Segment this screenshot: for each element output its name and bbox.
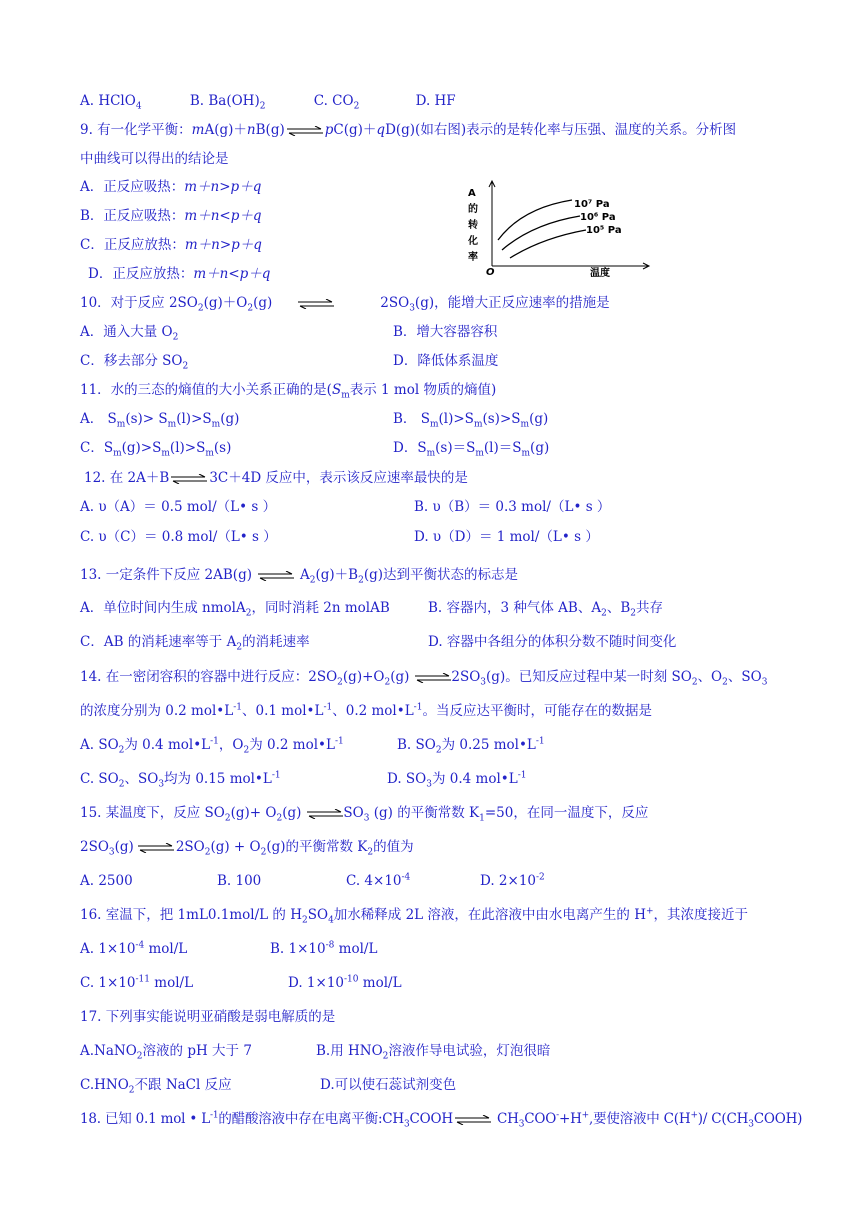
- q15-option-b: B. 100: [217, 873, 262, 889]
- x-axis-label: 温度: [590, 268, 610, 278]
- q13-option-b: B. 容器内，3 种气体 AB、$A_2$、$B_2$共存: [428, 600, 663, 619]
- y-label-2: 的: [468, 204, 478, 215]
- equilibrium-arrow-icon: [171, 474, 207, 484]
- q17-option-c: $C.HNO_2$不跟 NaCl 反应: [80, 1077, 232, 1096]
- q9-stem-cont: 中曲线可以得出的结论是: [80, 151, 229, 167]
- q12-option-a: A. υ（A）＝ 0.5 mol/（L• s ）: [80, 499, 277, 515]
- q14-stem: 14. 在一密闭容积的容器中进行反应：$2SO_2(g)+O_2(g)$ $2SO_3(g)$。已知反应过程中某一时刻 $SO_2$、$O_2$、$SO_3$: [80, 669, 768, 688]
- series-label-1e6: 10⁶ Pa: [580, 212, 616, 223]
- q13-stem: 13. 一定条件下反应 2AB(g) $A_2(g)+B_2(g)$达到平衡状态的标志是: [80, 567, 519, 586]
- y-label-5: 率: [468, 252, 478, 263]
- origin-label: O: [486, 267, 495, 278]
- q11-option-a: A． $S_m(s)> S_m(l)>S_m(g)$: [80, 411, 240, 430]
- q14-option-a: A. $SO_2$为 0.4 $mol•L^{-1}$，$O_2$为 0.2 $mol•L^{-1}$: [80, 736, 344, 756]
- q9-stem: 9. 有一化学平衡：mA(g)＋nB(g) pC(g)＋qD(g)(如右图)表示的是转化率与压强、温度的关系。分析图: [80, 122, 737, 138]
- q15-option-d: D. $2\times 10^{-2}$: [480, 872, 545, 889]
- q18-stem: 18. 已知 0.1 mol • $L^{-1}$的醋酸溶液中存在电离平衡$:CH_3COOH$ $CH_3COO^-+H^+$,要使溶液中 C(H+)/ $C(CH_3COOH)$: [80, 1110, 803, 1130]
- q14-option-b: B. $SO_2$为 0.25 $mol•L^{-1}$: [397, 736, 545, 756]
- q9-option-d: D．正反应放热：m＋n<p＋q: [88, 266, 271, 282]
- q17-option-d: D.可以使石蕊试剂变色: [320, 1077, 457, 1093]
- equilibrium-arrow-icon: [287, 126, 323, 136]
- q8-option-b: B. $Ba(OH)_2$: [189, 93, 266, 112]
- equilibrium-arrow-icon: [258, 571, 294, 581]
- q8-option-d: D. HF: [415, 93, 456, 109]
- q15-stem: 15. 某温度下，反应 $SO_2(g)+ O_2(g)$ $SO_3$ (g) 的平衡常数 $K_1=50$，在同一温度下，反应: [80, 805, 649, 824]
- q14-option-c: C. $SO_2$、$SO_3$均为 0.15 $mol•L^{-1}$: [80, 770, 281, 790]
- q8-options: [80, 92, 456, 110]
- q16-option-a: A. $1\times 10^{-4}$ mol/L: [80, 940, 188, 957]
- q9-option-a: A．正反应吸热：m＋n>p＋q: [80, 179, 262, 195]
- q11-option-b: B． $S_m(l)>S_m(s)>S_m(g)$: [393, 411, 549, 430]
- y-label-1: A: [468, 188, 476, 199]
- q13-option-c: C．AB 的消耗速率等于 $A_2$的消耗速率: [80, 634, 310, 653]
- y-label-3: 转: [468, 220, 478, 231]
- equilibrium-arrow-icon: [415, 673, 451, 683]
- q12-stem: 12. 在 2A＋B 3C＋4D 反应中，表示该反应速率最快的是: [84, 470, 468, 486]
- curve-1e6: [502, 216, 580, 250]
- q15-option-a: A. 2500: [80, 873, 133, 889]
- conversion-graph: [462, 178, 652, 278]
- equilibrium-arrow-icon: [298, 299, 334, 309]
- q11-option-d: D．$S_m(s)=S_m(l)=S_m(g)$: [393, 440, 550, 459]
- q12-option-c: C. υ（C）＝ 0.8 mol/（L• s ）: [80, 529, 277, 545]
- q17-option-a: A.NaNO$_2$溶液的 pH 大于 7: [80, 1043, 252, 1062]
- q14-option-d: D. $SO_3$为 0.4 $mol•L^{-1}$: [387, 770, 527, 790]
- series-label-1e7: 10⁷ Pa: [574, 199, 610, 210]
- q10-option-a: A．通入大量 $O_2$: [80, 324, 179, 343]
- q15-stem-cont: $2SO_3(g)$ $2SO_2(g) + O_2(g)$的平衡常数 $K_2$的值为: [80, 839, 414, 858]
- q10-option-b: B．增大容器容积: [393, 324, 498, 340]
- q10-option-d: D．降低体系温度: [393, 353, 499, 369]
- equilibrium-arrow-icon: [138, 843, 174, 853]
- q8-option-c: C. $CO_2$: [313, 93, 360, 112]
- curve-1e5: [510, 230, 586, 258]
- q12-option-b: B. υ（B）＝ 0.3 mol/（L• s ）: [414, 499, 611, 515]
- q11-stem: 11．水的三态的熵值的大小关系正确的是($S_m$表示 1 mol 物质的熵值): [80, 382, 497, 401]
- equilibrium-arrow-icon: [307, 809, 343, 819]
- q11-option-c: C．$S_m(g)>S_m(l)>S_m(s)$: [80, 440, 232, 459]
- q17-option-b: B.用 $HNO_2$溶液作导电试验，灯泡很暗: [316, 1043, 551, 1062]
- q13-option-d: D. 容器中各组分的体积分数不随时间变化: [428, 634, 677, 650]
- q12-option-d: D. υ（D）＝ 1 mol/（L• s ）: [414, 529, 599, 545]
- q10-option-c: C．移去部分 $SO_2$: [80, 353, 189, 372]
- equilibrium-arrow-icon: [455, 1115, 491, 1125]
- q10-stem: 10．对于反应 $2SO_2(g)+O_2(g)$ $2SO_3(g)$，能增大正反应速率的措施是: [80, 295, 610, 314]
- q9-option-c: C．正反应放热：m＋n>p＋q: [80, 237, 262, 253]
- q13-option-a: A．单位时间内生成 nmolA$_2$，同时消耗 2n molAB: [80, 600, 390, 619]
- y-label-4: 化: [468, 236, 478, 247]
- series-label-1e5: 10⁵ Pa: [586, 225, 622, 236]
- q14-stem-cont: 的浓度分别为 0.2 $mol•L^{-1}$、0.1 $mol•L^{-1}$、0.2 $mol•L^{-1}$。当反应达平衡时，可能存在的数据是: [80, 702, 652, 719]
- q17-stem: 17. 下列事实能说明亚硝酸是弱电解质的是: [80, 1009, 336, 1025]
- q16-stem: 16. 室温下，把 1mL0.1mol/L 的 $H_2SO_4$加水稀释成 2L 溶液，在此溶液中由水电离产生的 H+，其浓度接近于: [80, 906, 749, 926]
- q16-option-c: C. $1\times 10^{-11}$ mol/L: [80, 974, 194, 991]
- q16-option-d: D. $1\times 10^{-10}$ mol/L: [288, 974, 402, 991]
- q8-option-a: A. HClO$_4$: [80, 93, 142, 112]
- q16-option-b: B. $1\times 10^{-8}$ mol/L: [270, 940, 378, 957]
- q9-option-b: B．正反应吸热：m＋n<p＋q: [80, 208, 262, 224]
- q15-option-c: C. $4\times 10^{-4}$: [346, 872, 411, 889]
